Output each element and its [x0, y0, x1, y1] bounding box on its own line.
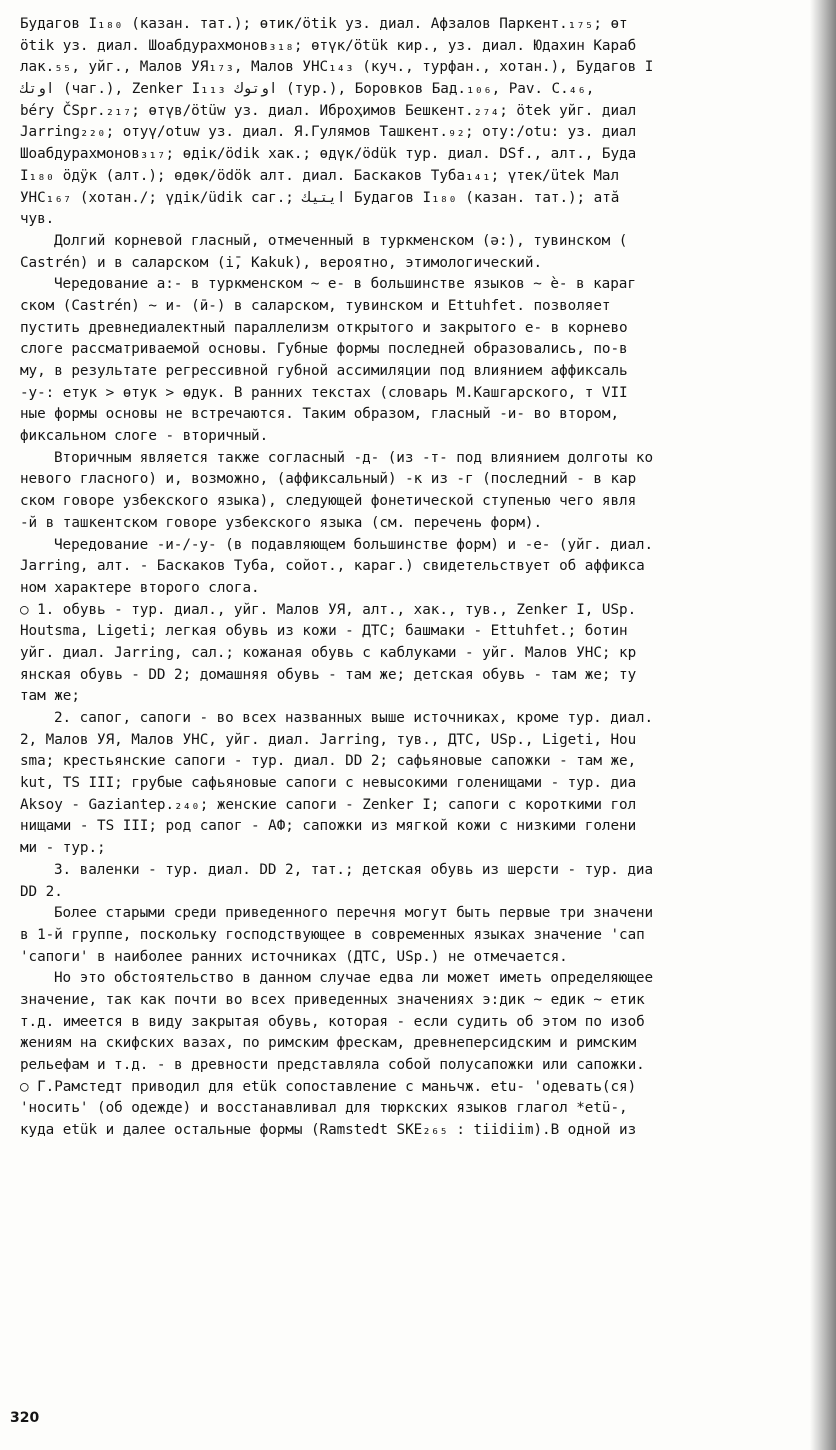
text-line: УНС₁₆₇ (хотан./; үдік/üdik саг.; ايتيك Будагов I₁₈₀ (казан. тат.); атӑ	[20, 189, 620, 206]
text-line: sma; крестьянские сапоги - тур. диал. DD 2; сафьяновые сапожки - там же,	[20, 753, 637, 770]
text-line: рельефам и т.д. - в древности представляла собой полусапожки или сапожки.	[20, 1057, 645, 1073]
text-line: Шоабдурахмонов₃₁₇; өдік/ödik хак.; өдүк/ödük тур. диал. DSf., алт., Буда	[20, 146, 637, 163]
text-line: Будагов I₁₈₀ (казан. тат.); өтик/ötik уз. диал. Афзалов Паркент.₁₇₅; өт	[20, 16, 628, 32]
text-line: ском (Castrén) ~ и- (ӣ-) в саларском, тувинском и Ettuhfet. позволяет	[20, 297, 611, 314]
paragraph-start-line: Чередование а:- в туркменском ~ е- в большинстве языков ~ ѐ- в караг	[54, 276, 636, 293]
text-line: нищами - TS III; род сапог - АФ; сапожки из мягкой кожи с низкими голени	[20, 818, 637, 835]
text-line: اوتك (чаг.), Zenker I₁₁₃ اوتوك (тур.), Боровков Бад.₁₀₆, Pav. C.₄₆,	[20, 81, 595, 98]
text-line: янская обувь - DD 2; домашняя обувь - там же; детская обувь - там же; ту	[20, 666, 637, 683]
paragraph-start-line: Но это обстоятельство в данном случае едва ли может иметь определяющее	[54, 970, 654, 987]
text-line: kut, TS III; грубые сафьяновые сапоги с невысокими голенищами - тур. диа	[20, 775, 637, 792]
text-line: уйг. диал. Jarring, сал.; кожаная обувь с каблуками - уйг. Малов УНС; кр	[20, 644, 637, 661]
text-line: жениям на скифских вазах, по римским фрескам, древнеперсидским и римским	[20, 1035, 637, 1052]
text-line: ском говоре узбекского языка), следующей фонетической ступенью чего явля	[20, 493, 637, 510]
text-line: лак.₅₅, уйг., Малов УЯ₁₇₃, Малов УНС₁₄₃ (куч., турфан., хотан.), Будагов I	[20, 59, 654, 76]
paragraph-start-line: 2. сапог, сапоги - во всех названных выше источниках, кроме тур. диал.	[54, 710, 654, 726]
paragraph-start-line: Более старыми среди приведенного перечня могут быть первые три значени	[54, 905, 654, 922]
text-body	[20, 14, 830, 1394]
text-line: ные формы основы не встречаются. Таким образом, гласный -и- во втором,	[20, 406, 620, 423]
text-line: в 1-й группе, поскольку господствующее в современных языках значение 'сап	[20, 926, 645, 943]
text-line: т.д. имеется в виду закрытая обувь, которая - если судить об этом по изоб	[20, 1013, 645, 1030]
text-line: ми - тур.;	[20, 840, 106, 857]
text-line: 2, Малов УЯ, Малов УНС, уйг. диал. Jarring, тув., ДТС, USp., Ligeti, Hou	[20, 731, 637, 748]
text-line: 'носить' (об одежде) и восстанавливал для тюркских языков глагол *etü-,	[20, 1100, 628, 1117]
text-line: Houtsma, Ligeti; легкая обувь из кожи - ДТС; башмаки - Ettuhfet.; ботин	[20, 623, 628, 640]
paragraph-start-line: 3. валенки - тур. диал. DD 2, тат.; детская обувь из шерсти - тур. диа	[54, 861, 654, 878]
text-line: куда etük и далее остальные формы (Ramstedt SKE₂₆₅ : tiidiim).В одной из	[20, 1122, 637, 1139]
text-line: DD 2.	[20, 883, 63, 900]
text-line: там же;	[20, 688, 80, 705]
text-line: му, в результате регрессивной губной ассимиляции под влиянием аффиксаль	[20, 363, 628, 379]
page-number: 320	[10, 1410, 40, 1426]
text-line: -й в ташкентском говоре узбекского языка (см. перечень форм).	[20, 514, 543, 531]
paragraph-start-line: Вторичным является также согласный -д- (из -т- под влиянием долготы ко	[54, 449, 654, 466]
meaning-list-start-line: ○ 1. обувь - тур. диал., уйг. Малов УЯ, алт., хак., тув., Zenker I, USp.	[20, 601, 637, 618]
text-line: Jarring, алт. - Баскаков Туба, сойот., караг.) свидетельствует об аффикса	[20, 558, 645, 575]
text-line: Aksoy - Gaziantep.₂₄₀; женские сапоги - Zenker I; сапоги с короткими гол	[20, 796, 637, 813]
text-line: béry ČSpr.₂₁₇; өтүв/ötüw уз. диал. Иброҳимов Бешкент.₂₇₄; ötek уйг. диал	[20, 102, 637, 119]
text-line: Castrén) и в саларском (і̄, Kakuk), вероятно, этимологический.	[20, 254, 543, 271]
text-line: ötik уз. диал. Шоабдурахмонов₃₁₈; өтүк/ötük кир., уз. диал. Юдахин Караб	[20, 37, 637, 54]
text-line: Jarring₂₂₀; отуү/otuw уз. диал. Я.Гулямов Ташкент.₉₂; оту:/otu: уз. диал	[20, 124, 637, 141]
text-line: I₁₈₀ ӧдӱк (алт.); өдөк/ödök алт. диал. Баскаков Туба₁₄₁; үтек/ütek Мал	[20, 167, 620, 184]
text-line: невого гласного) и, возможно, (аффиксальный) -к из -г (последний - в кар	[20, 471, 637, 488]
text-line: чув.	[20, 211, 55, 228]
text-line: 'сапоги' в наиболее ранних источниках (ДТС, USp.) не отмечается.	[20, 948, 568, 965]
text-line: пустить древнедиалектный параллелизм открытого и закрытого е- в корнево	[20, 319, 628, 336]
paragraph-start-line: Долгий корневой гласный, отмеченный в туркменском (ә:), тувинском (	[54, 232, 628, 249]
text-line: ном характере второго слога.	[20, 579, 260, 596]
text-line: значение, так как почти во всех приведенных значениях э:дик ~ едик ~ етик	[20, 991, 645, 1008]
text-line: фиксальном слоге - вторичный.	[20, 428, 269, 445]
text-line: -у-: етук > өтук > өдук. В ранних текстах (словарь М.Кашгарского, т VII	[20, 384, 628, 401]
paragraph-start-line: Чередование -и-/-у- (в подавляющем большинстве форм) и -е- (уйг. диал.	[54, 536, 654, 553]
etymology-start-line: ○ Г.Рамстедт приводил для etük сопоставление с маньчж. etu- 'одевать(ся)	[20, 1078, 637, 1095]
text-line: слоге рассматриваемой основы. Губные формы последней образовались, по-в	[20, 341, 628, 358]
